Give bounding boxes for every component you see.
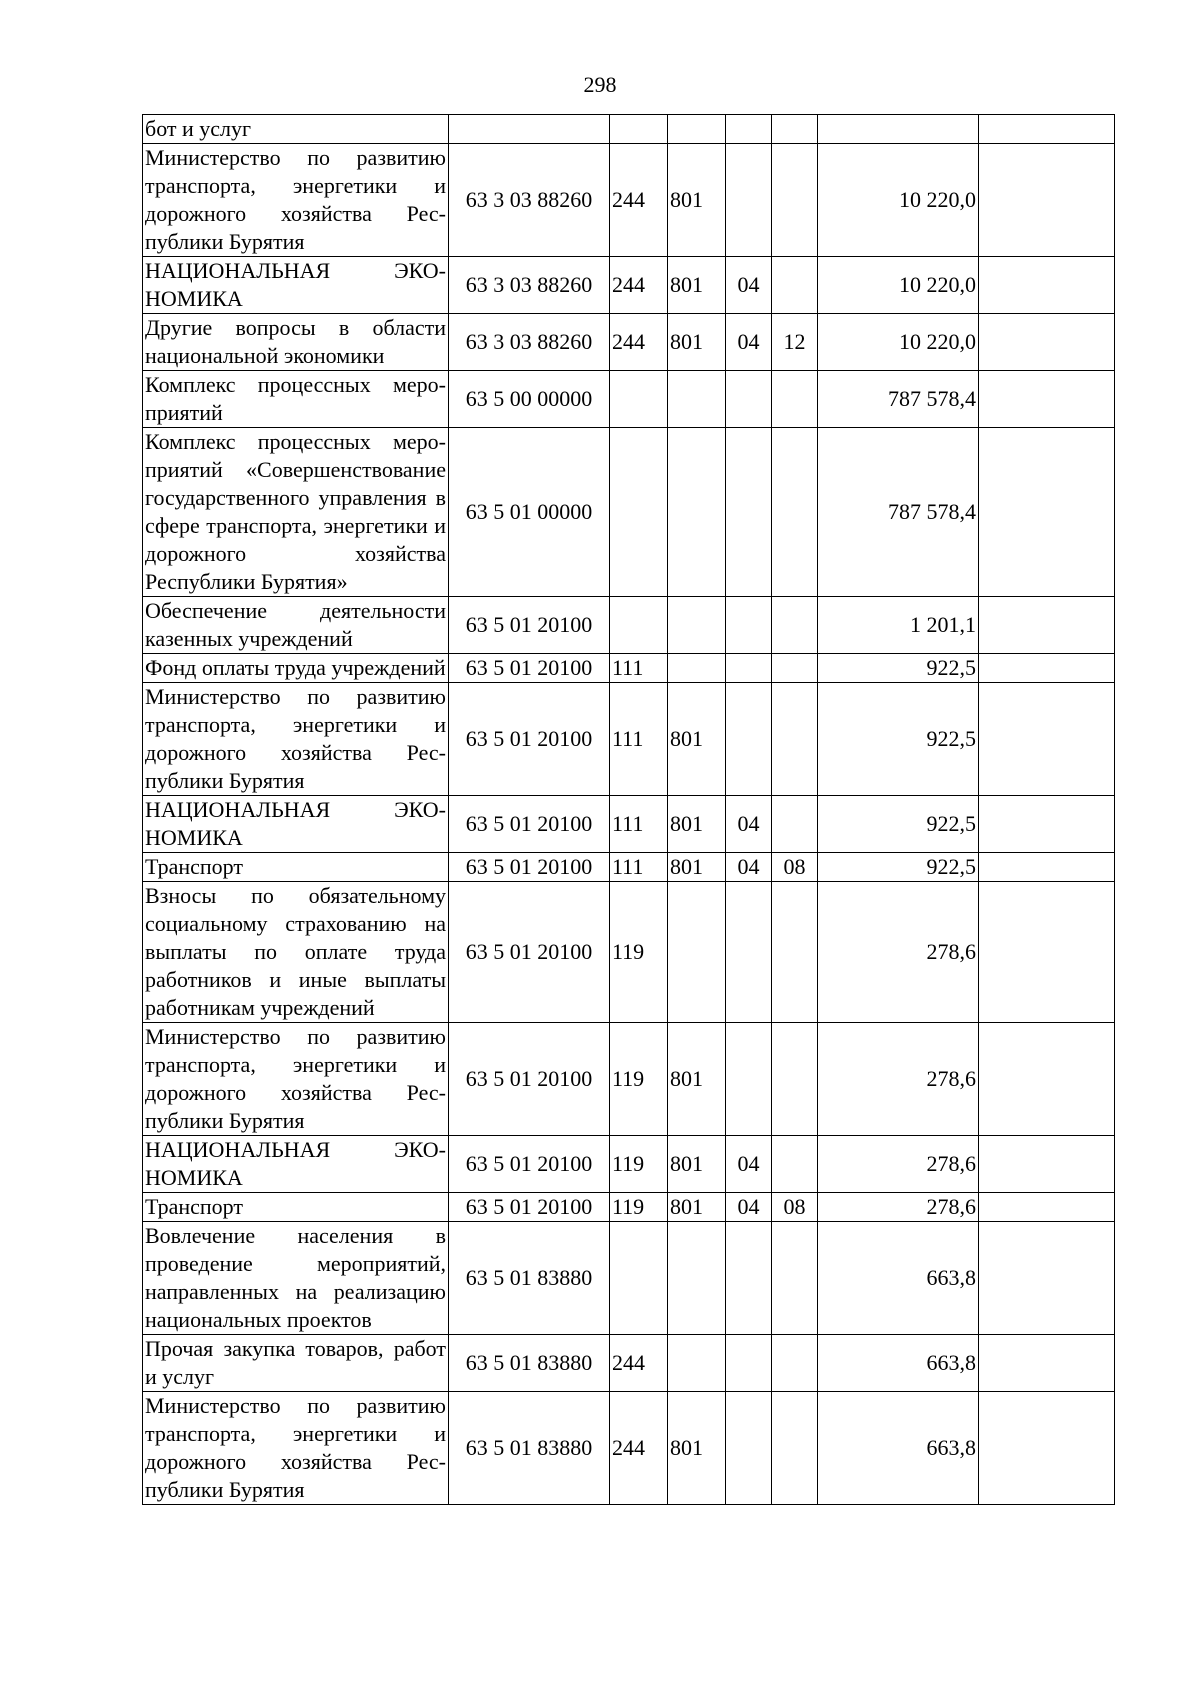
- ministry-code-cell: [668, 1335, 726, 1392]
- target-article-code-cell: 63 5 00 00000: [449, 371, 610, 428]
- ministry-code-cell: 801: [668, 1136, 726, 1193]
- expense-type-code-cell: 119: [610, 1136, 668, 1193]
- table-row: [143, 371, 1115, 428]
- row-name-cell: Комплекс процессных мероприятий: [143, 371, 449, 428]
- table-row: [143, 115, 1115, 144]
- row-name-cell: НАЦИОНАЛЬНАЯ ЭКОНОМИКА: [143, 796, 449, 853]
- target-article-code-cell: 63 5 01 00000: [449, 428, 610, 597]
- ministry-code-cell: 801: [668, 144, 726, 257]
- expense-type-code-cell: [610, 115, 668, 144]
- target-article-code-cell: 63 5 01 20100: [449, 796, 610, 853]
- target-article-code-cell: 63 3 03 88260: [449, 314, 610, 371]
- expense-type-code-cell: 119: [610, 1023, 668, 1136]
- target-article-code-cell: 63 5 01 20100: [449, 853, 610, 882]
- ministry-code-cell: 801: [668, 683, 726, 796]
- section-code-cell: 04: [726, 853, 772, 882]
- amount-cell: 922,5: [818, 654, 979, 683]
- amount-cell: 278,6: [818, 1023, 979, 1136]
- subsection-code-cell: [772, 597, 818, 654]
- extra-cell: [979, 1222, 1115, 1335]
- extra-cell: [979, 853, 1115, 882]
- row-name-cell: Взносы по обязательному социальному страхованию на выплаты по оплате труда работников и иные выплаты работникам учреждений: [143, 882, 449, 1023]
- row-name-cell: НАЦИОНАЛЬНАЯ ЭКОНОМИКА: [143, 1136, 449, 1193]
- extra-cell: [979, 1136, 1115, 1193]
- target-article-code-cell: 63 3 03 88260: [449, 144, 610, 257]
- table-row: [143, 144, 1115, 257]
- section-code-cell: [726, 882, 772, 1023]
- section-code-cell: [726, 597, 772, 654]
- subsection-code-cell: 08: [772, 1193, 818, 1222]
- section-code-cell: [726, 654, 772, 683]
- target-article-code-cell: 63 5 01 83880: [449, 1392, 610, 1505]
- table-row: [143, 796, 1115, 853]
- expense-type-code-cell: 244: [610, 257, 668, 314]
- row-name-cell: Министерство по развитию транспорта, энергетики и дорожного хозяйства Республики Бурятия: [143, 1023, 449, 1136]
- extra-cell: [979, 1193, 1115, 1222]
- subsection-code-cell: [772, 882, 818, 1023]
- table-body: [143, 115, 1115, 1505]
- section-code-cell: [726, 1023, 772, 1136]
- extra-cell: [979, 654, 1115, 683]
- target-article-code-cell: 63 5 01 20100: [449, 1193, 610, 1222]
- table-row: [143, 1392, 1115, 1505]
- row-name-cell: Обеспечение деятельности казенных учреждений: [143, 597, 449, 654]
- extra-cell: [979, 882, 1115, 1023]
- extra-cell: [979, 597, 1115, 654]
- ministry-code-cell: 801: [668, 1392, 726, 1505]
- expense-type-code-cell: 244: [610, 144, 668, 257]
- table-row: [143, 683, 1115, 796]
- target-article-code-cell: [449, 115, 610, 144]
- extra-cell: [979, 428, 1115, 597]
- page-number: 298: [583, 72, 617, 97]
- section-code-cell: [726, 1392, 772, 1505]
- expense-type-code-cell: [610, 597, 668, 654]
- row-name-cell: Другие вопросы в области национальной экономики: [143, 314, 449, 371]
- row-name-cell: Министерство по развитию транспорта, энергетики и дорожного хозяйства Республики Бурятия: [143, 144, 449, 257]
- subsection-code-cell: [772, 1023, 818, 1136]
- amount-cell: 922,5: [818, 683, 979, 796]
- extra-cell: [979, 144, 1115, 257]
- amount-cell: 1 201,1: [818, 597, 979, 654]
- extra-cell: [979, 1335, 1115, 1392]
- target-article-code-cell: 63 5 01 20100: [449, 1136, 610, 1193]
- ministry-code-cell: [668, 1222, 726, 1335]
- expense-type-code-cell: 111: [610, 654, 668, 683]
- table-row: [143, 428, 1115, 597]
- amount-cell: 278,6: [818, 882, 979, 1023]
- subsection-code-cell: [772, 1222, 818, 1335]
- extra-cell: [979, 257, 1115, 314]
- target-article-code-cell: 63 3 03 88260: [449, 257, 610, 314]
- table-row: [143, 1023, 1115, 1136]
- target-article-code-cell: 63 5 01 20100: [449, 882, 610, 1023]
- section-code-cell: 04: [726, 1193, 772, 1222]
- subsection-code-cell: [772, 257, 818, 314]
- row-name-cell: Министерство по развитию транспорта, энергетики и дорожного хозяйства Республики Бурятия: [143, 683, 449, 796]
- section-code-cell: [726, 1222, 772, 1335]
- expense-type-code-cell: [610, 428, 668, 597]
- amount-cell: 922,5: [818, 853, 979, 882]
- subsection-code-cell: [772, 115, 818, 144]
- section-code-cell: [726, 115, 772, 144]
- expense-type-code-cell: [610, 371, 668, 428]
- row-name-cell: Министерство по развитию транспорта, энергетики и дорожного хозяйства Республики Бурятия: [143, 1392, 449, 1505]
- table-row: [143, 597, 1115, 654]
- ministry-code-cell: 801: [668, 1193, 726, 1222]
- expense-type-code-cell: 111: [610, 796, 668, 853]
- target-article-code-cell: 63 5 01 20100: [449, 683, 610, 796]
- subsection-code-cell: [772, 428, 818, 597]
- amount-cell: 278,6: [818, 1193, 979, 1222]
- amount-cell: 278,6: [818, 1136, 979, 1193]
- expense-type-code-cell: 244: [610, 314, 668, 371]
- extra-cell: [979, 1392, 1115, 1505]
- expense-type-code-cell: 244: [610, 1335, 668, 1392]
- row-name-cell: Вовлечение населения в проведение мероприятий, направленных на реализацию национальных проектов: [143, 1222, 449, 1335]
- amount-cell: 787 578,4: [818, 428, 979, 597]
- subsection-code-cell: [772, 1136, 818, 1193]
- row-name-cell: бот и услуг: [143, 115, 449, 144]
- row-name-cell: Прочая закупка товаров, работ и услуг: [143, 1335, 449, 1392]
- expense-type-code-cell: 119: [610, 1193, 668, 1222]
- table-row: [143, 257, 1115, 314]
- amount-cell: 922,5: [818, 796, 979, 853]
- row-name-cell: НАЦИОНАЛЬНАЯ ЭКОНОМИКА: [143, 257, 449, 314]
- section-code-cell: [726, 428, 772, 597]
- ministry-code-cell: 801: [668, 257, 726, 314]
- subsection-code-cell: [772, 654, 818, 683]
- ministry-code-cell: [668, 654, 726, 683]
- subsection-code-cell: 08: [772, 853, 818, 882]
- amount-cell: 787 578,4: [818, 371, 979, 428]
- subsection-code-cell: 12: [772, 314, 818, 371]
- ministry-code-cell: [668, 371, 726, 428]
- table-row: [143, 1335, 1115, 1392]
- ministry-code-cell: [668, 597, 726, 654]
- amount-cell: 10 220,0: [818, 257, 979, 314]
- section-code-cell: 04: [726, 1136, 772, 1193]
- extra-cell: [979, 314, 1115, 371]
- table-row: [143, 1193, 1115, 1222]
- target-article-code-cell: 63 5 01 20100: [449, 654, 610, 683]
- expense-type-code-cell: 111: [610, 683, 668, 796]
- ministry-code-cell: [668, 115, 726, 144]
- extra-cell: [979, 1023, 1115, 1136]
- row-name-cell: Транспорт: [143, 853, 449, 882]
- section-code-cell: [726, 371, 772, 428]
- budget-table: [142, 114, 1115, 1505]
- subsection-code-cell: [772, 371, 818, 428]
- target-article-code-cell: 63 5 01 83880: [449, 1335, 610, 1392]
- expense-type-code-cell: 244: [610, 1392, 668, 1505]
- ministry-code-cell: [668, 428, 726, 597]
- section-code-cell: 04: [726, 796, 772, 853]
- table-row: [143, 314, 1115, 371]
- expense-type-code-cell: [610, 1222, 668, 1335]
- extra-cell: [979, 371, 1115, 428]
- amount-cell: 10 220,0: [818, 314, 979, 371]
- row-name-cell: Транспорт: [143, 1193, 449, 1222]
- amount-cell: [818, 115, 979, 144]
- target-article-code-cell: 63 5 01 20100: [449, 597, 610, 654]
- amount-cell: 663,8: [818, 1392, 979, 1505]
- subsection-code-cell: [772, 144, 818, 257]
- subsection-code-cell: [772, 796, 818, 853]
- ministry-code-cell: 801: [668, 853, 726, 882]
- section-code-cell: 04: [726, 314, 772, 371]
- table-row: [143, 853, 1115, 882]
- table-row: [143, 1136, 1115, 1193]
- table-row: [143, 882, 1115, 1023]
- extra-cell: [979, 115, 1115, 144]
- amount-cell: 663,8: [818, 1335, 979, 1392]
- extra-cell: [979, 683, 1115, 796]
- target-article-code-cell: 63 5 01 20100: [449, 1023, 610, 1136]
- ministry-code-cell: 801: [668, 1023, 726, 1136]
- amount-cell: 663,8: [818, 1222, 979, 1335]
- expense-type-code-cell: 119: [610, 882, 668, 1023]
- table-row: [143, 654, 1115, 683]
- row-name-cell: Фонд оплаты труда учреждений: [143, 654, 449, 683]
- section-code-cell: [726, 683, 772, 796]
- subsection-code-cell: [772, 1392, 818, 1505]
- ministry-code-cell: 801: [668, 796, 726, 853]
- section-code-cell: 04: [726, 257, 772, 314]
- table-row: [143, 1222, 1115, 1335]
- ministry-code-cell: 801: [668, 314, 726, 371]
- target-article-code-cell: 63 5 01 83880: [449, 1222, 610, 1335]
- ministry-code-cell: [668, 882, 726, 1023]
- subsection-code-cell: [772, 683, 818, 796]
- extra-cell: [979, 796, 1115, 853]
- amount-cell: 10 220,0: [818, 144, 979, 257]
- subsection-code-cell: [772, 1335, 818, 1392]
- section-code-cell: [726, 144, 772, 257]
- row-name-cell: Комплекс процессных мероприятий «Совершенствование государственного управления в сфере транспорта, энергетики и дорожного хозяйства Республики Бурятия»: [143, 428, 449, 597]
- section-code-cell: [726, 1335, 772, 1392]
- expense-type-code-cell: 111: [610, 853, 668, 882]
